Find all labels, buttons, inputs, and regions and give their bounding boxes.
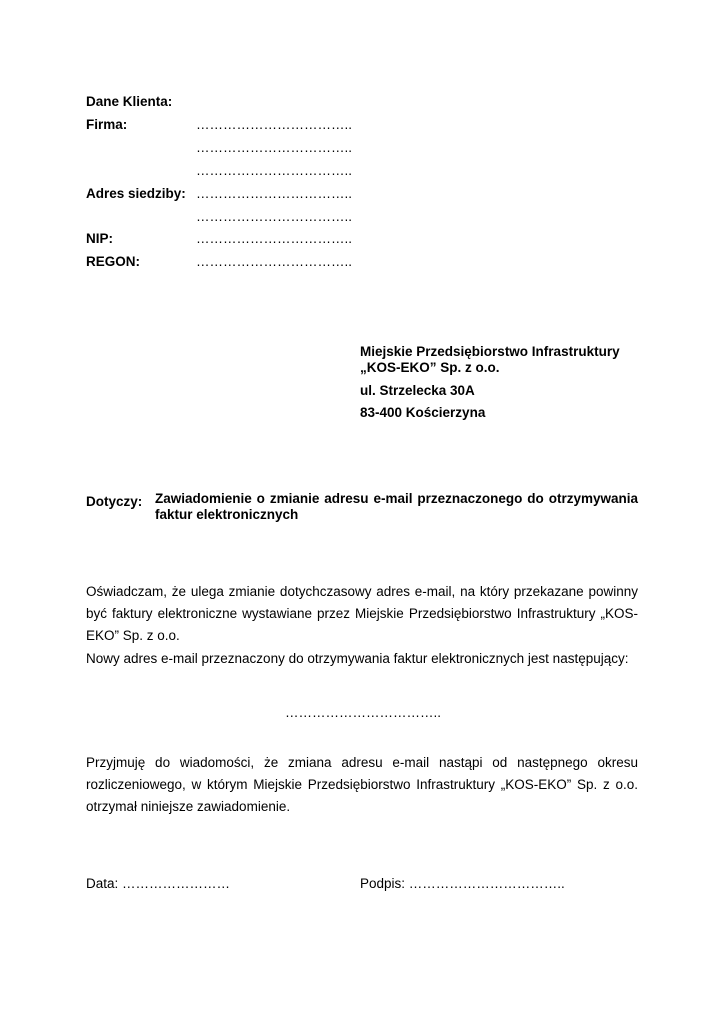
declaration-paragraph: Oświadczam, że ulega zmianie dotychczasowy adres e-mail, na który przekazane powinny być faktury elektroniczne wystawiane przez Miejskie Przedsiębiorstwo Infrastruktury „KOS-EKO” Sp. z o.o. [86, 584, 638, 643]
nip-label: NIP: [86, 231, 113, 246]
firma-field-1: …………………………….. [196, 117, 353, 132]
regon-label: REGON: [86, 254, 140, 269]
nip-field: …………………………….. [196, 231, 353, 246]
adres-field-1: …………………………….. [196, 186, 353, 201]
email-placeholder: …………………………….. [285, 705, 442, 720]
recipient-city: 83-400 Kościerzyna [360, 405, 486, 420]
date-label: Data: [86, 876, 119, 891]
firma-label: Firma: [86, 117, 128, 132]
subject-label: Dotyczy: [86, 494, 143, 509]
firma-field-3: …………………………….. [196, 163, 353, 178]
firma-field-2: …………………………….. [196, 140, 353, 155]
date-line [86, 876, 230, 891]
signature-label: Podpis: [360, 876, 406, 891]
recipient-name-line2: „KOS-EKO” Sp. z o.o. [360, 360, 500, 375]
regon-field: …………………………….. [196, 254, 353, 269]
signature-line [360, 876, 565, 891]
recipient-name-line1: Miejskie Przedsiębiorstwo Infrastruktury [360, 344, 620, 359]
adres-field-2: …………………………….. [196, 209, 353, 224]
adres-label: Adres siedziby: [86, 186, 186, 201]
new-email-paragraph: Nowy adres e-mail przeznaczony do otrzymywania faktur elektronicznych jest następujący: [86, 651, 629, 666]
recipient-street: ul. Strzelecka 30A [360, 383, 475, 398]
client-heading: Dane Klienta: [86, 94, 173, 109]
acknowledgement-paragraph: Przyjmuję do wiadomości, że zmiana adresu e-mail nastąpi od następnego okresu rozliczeniowego, w którym Miejskie Przedsiębiorstwo Infrastruktury „KOS-EKO” Sp. z o.o. otrzymał niniejsze zawiadomienie. [86, 755, 638, 814]
subject-text: Zawiadomienie o zmianie adresu e-mail przeznaczonego do otrzymywania faktur elektronicznych [155, 491, 638, 522]
date-dots: …………………… [122, 876, 231, 891]
signature-dots: …………………………….. [408, 876, 565, 891]
